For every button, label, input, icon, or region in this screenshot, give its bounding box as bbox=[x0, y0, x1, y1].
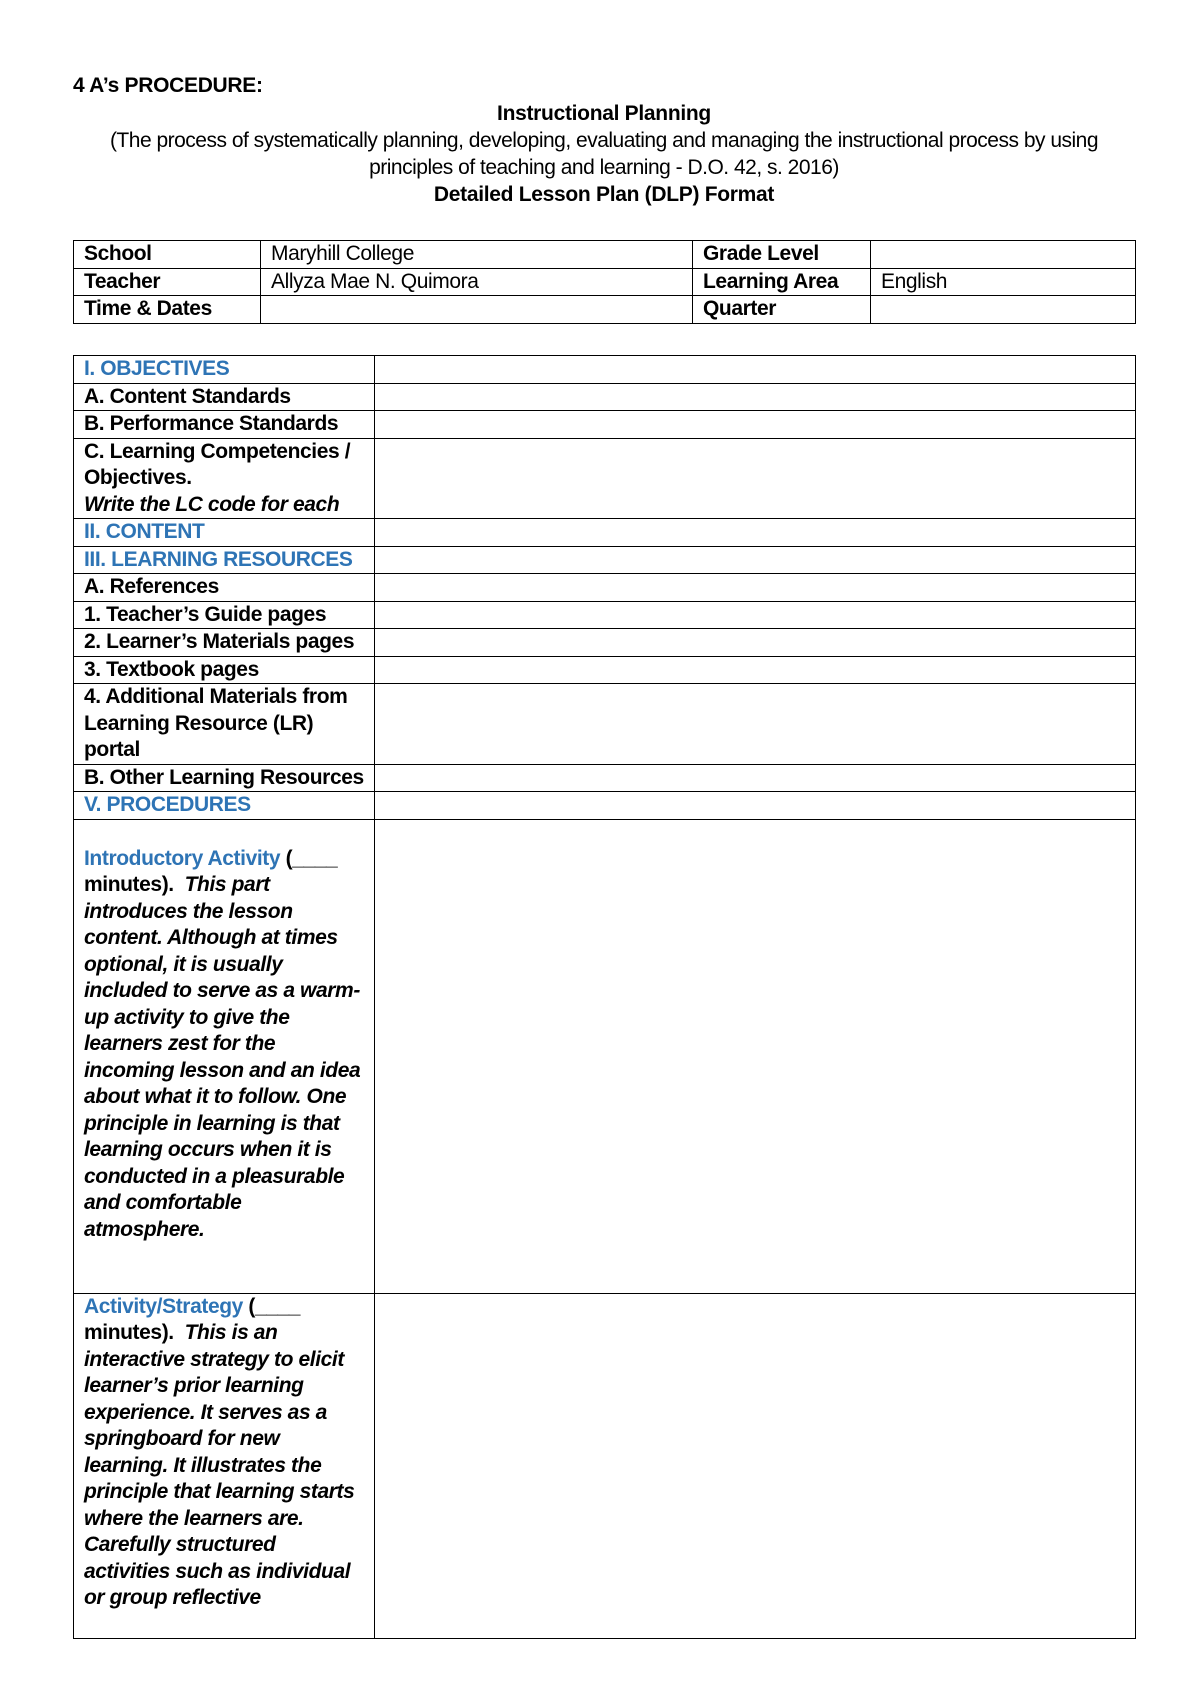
table-row bbox=[74, 629, 1136, 657]
learners-materials-cell[interactable] bbox=[375, 629, 1136, 657]
document-description: (The process of systematically planning, developing, evaluating and managing the instructional process by using principles of teaching and learning - D.O. 42, s. 2016) bbox=[109, 129, 1099, 179]
table-row bbox=[74, 792, 1136, 820]
document-header bbox=[73, 100, 1135, 208]
textbook-cell[interactable] bbox=[375, 656, 1136, 684]
content-standards-label: A. Content Standards bbox=[74, 383, 375, 411]
table-row bbox=[74, 438, 1136, 519]
table-row bbox=[74, 574, 1136, 602]
table-row bbox=[74, 819, 1136, 1293]
grade-level-label: Grade Level bbox=[693, 241, 871, 269]
section-objectives: I. OBJECTIVES bbox=[74, 356, 375, 384]
textbook-label: 3. Textbook pages bbox=[74, 656, 375, 684]
info-row-school bbox=[74, 241, 1136, 269]
references-label: A. References bbox=[74, 574, 375, 602]
competencies-label: C. Learning Competencies / Objectives. bbox=[84, 439, 351, 489]
info-row-teacher bbox=[74, 268, 1136, 296]
activity-strategy-minutes: (____ minutes). bbox=[84, 1294, 301, 1344]
table-row bbox=[74, 519, 1136, 547]
activity-strategy-value-cell[interactable] bbox=[375, 1293, 1136, 1638]
section-learning-resources: III. LEARNING RESOURCES bbox=[74, 546, 375, 574]
content-value-cell[interactable] bbox=[375, 519, 1136, 547]
school-label: School bbox=[74, 241, 261, 269]
introductory-activity-title: Introductory Activity bbox=[84, 846, 281, 870]
procedures-value-cell[interactable] bbox=[375, 792, 1136, 820]
activity-strategy-description: This is an interactive strategy to elicit learner’s prior learning experience. It serves as a springboard for new learning. It illustrates the principle that learning starts where the learners are. Carefully structured activities such as individual or group reflective bbox=[84, 1321, 355, 1609]
resources-value-cell[interactable] bbox=[375, 546, 1136, 574]
competencies-cell bbox=[74, 438, 375, 519]
grade-level-value[interactable] bbox=[871, 241, 1136, 269]
section-content: II. CONTENT bbox=[74, 519, 375, 547]
activity-strategy-cell bbox=[74, 1293, 375, 1638]
learners-materials-label: 2. Learner’s Materials pages bbox=[74, 629, 375, 657]
table-row bbox=[74, 546, 1136, 574]
info-table bbox=[73, 240, 1136, 324]
additional-materials-cell[interactable] bbox=[375, 684, 1136, 765]
learning-area-value[interactable]: English bbox=[871, 268, 1136, 296]
time-dates-value[interactable] bbox=[261, 296, 693, 324]
performance-standards-label: B. Performance Standards bbox=[74, 411, 375, 439]
teacher-label: Teacher bbox=[74, 268, 261, 296]
teachers-guide-cell[interactable] bbox=[375, 601, 1136, 629]
teacher-value[interactable]: Allyza Mae N. Quimora bbox=[261, 268, 693, 296]
table-row bbox=[74, 411, 1136, 439]
other-resources-cell[interactable] bbox=[375, 764, 1136, 792]
performance-standards-cell[interactable] bbox=[375, 411, 1136, 439]
teachers-guide-label: 1. Teacher’s Guide pages bbox=[74, 601, 375, 629]
table-row bbox=[74, 656, 1136, 684]
introductory-activity-value-cell[interactable] bbox=[375, 819, 1136, 1293]
format-title: Detailed Lesson Plan (DLP) Format bbox=[433, 183, 775, 206]
table-row bbox=[74, 1293, 1136, 1638]
references-cell[interactable] bbox=[375, 574, 1136, 602]
quarter-value[interactable] bbox=[871, 296, 1136, 324]
activity-strategy-title: Activity/Strategy bbox=[84, 1294, 243, 1318]
table-row bbox=[74, 764, 1136, 792]
content-standards-cell[interactable] bbox=[375, 383, 1136, 411]
lesson-plan-table bbox=[73, 355, 1136, 1639]
competencies-note: Write the LC code for each bbox=[84, 492, 340, 516]
procedure-heading: 4 A’s PROCEDURE: bbox=[73, 74, 263, 97]
additional-materials-label: 4. Additional Materials from Learning Resource (LR) portal bbox=[74, 684, 375, 765]
introductory-activity-minutes: (____ minutes). bbox=[84, 846, 338, 896]
learning-area-label: Learning Area bbox=[693, 268, 871, 296]
time-dates-label: Time & Dates bbox=[74, 296, 261, 324]
table-row bbox=[74, 684, 1136, 765]
info-row-time bbox=[74, 296, 1136, 324]
table-row bbox=[74, 383, 1136, 411]
document-title: Instructional Planning bbox=[497, 102, 711, 125]
competencies-value-cell[interactable] bbox=[375, 438, 1136, 519]
table-row bbox=[74, 601, 1136, 629]
school-value[interactable]: Maryhill College bbox=[261, 241, 693, 269]
section-procedures: V. PROCEDURES bbox=[74, 792, 375, 820]
objectives-value-cell[interactable] bbox=[375, 356, 1136, 384]
other-resources-label: B. Other Learning Resources bbox=[74, 764, 375, 792]
introductory-activity-cell bbox=[74, 819, 375, 1293]
introductory-activity-description: This part introduces the lesson content. Although at times optional, it is usually included to serve as a warm-up activity to give the learners zest for the incoming lesson and an idea about what it to follow. One principle in learning is that learning occurs when it is conducted in a pleasurable and comfortable atmosphere. bbox=[84, 873, 361, 1241]
table-row bbox=[74, 356, 1136, 384]
quarter-label: Quarter bbox=[693, 296, 871, 324]
